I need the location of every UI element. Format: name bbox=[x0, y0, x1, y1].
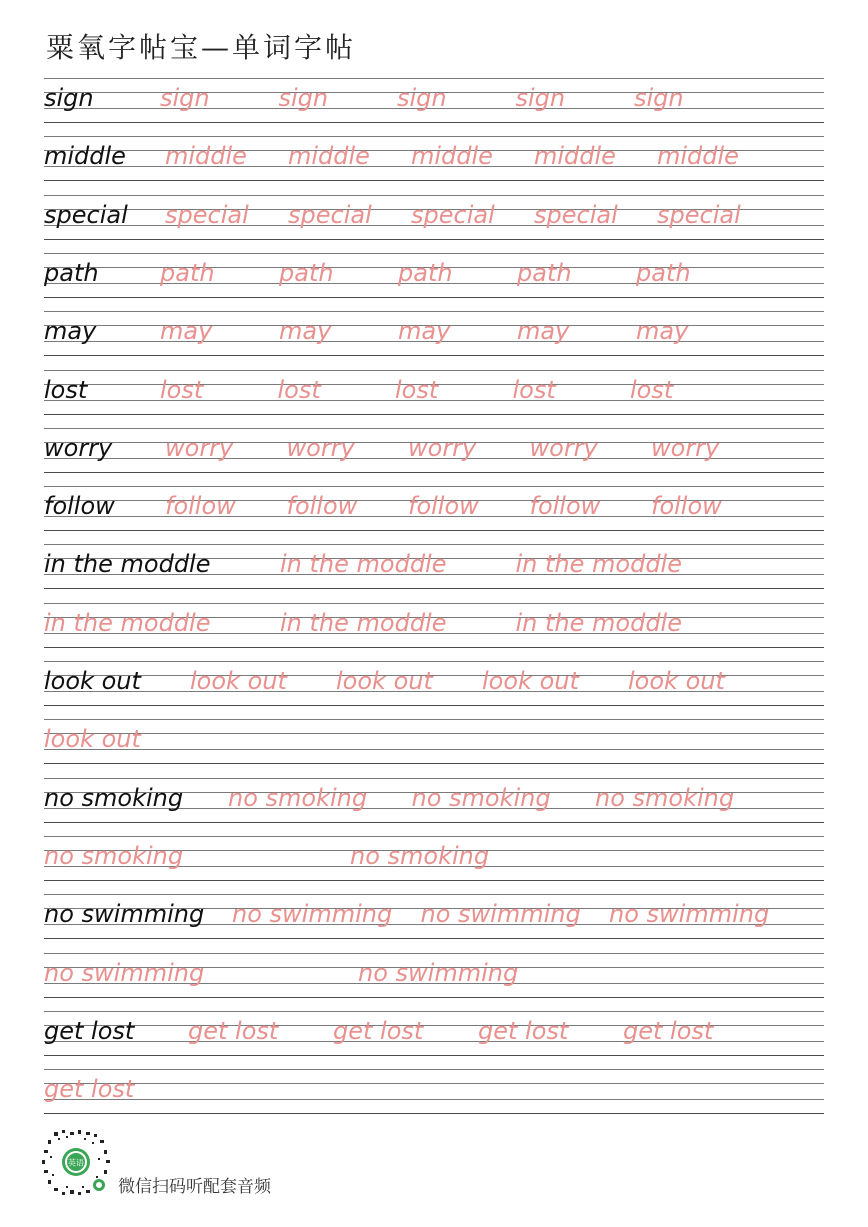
trace-word: in the moddle bbox=[515, 550, 682, 579]
trace-word: no swimming bbox=[232, 900, 393, 929]
trace-word: middle bbox=[288, 142, 370, 171]
guide-line bbox=[44, 894, 824, 895]
guide-line bbox=[44, 239, 824, 240]
trace-word: worry bbox=[165, 433, 234, 462]
trace-word: path bbox=[398, 258, 453, 287]
trace-word: lost bbox=[395, 375, 439, 404]
guide-line bbox=[44, 647, 824, 648]
model-word: follow bbox=[44, 492, 115, 521]
trace-word: follow bbox=[165, 492, 236, 521]
guide-line bbox=[44, 311, 824, 312]
guide-line bbox=[44, 486, 824, 487]
trace-word: no smoking bbox=[411, 783, 551, 812]
trace-word: get lost bbox=[333, 1016, 424, 1045]
trace-word: sign bbox=[397, 84, 447, 112]
guide-line bbox=[44, 544, 824, 545]
model-word: no swimming bbox=[44, 900, 205, 929]
trace-word: look out bbox=[628, 667, 725, 695]
trace-word: look out bbox=[190, 667, 287, 695]
trace-word: may bbox=[517, 317, 570, 346]
trace-word: middle bbox=[411, 142, 493, 171]
guide-line bbox=[44, 1113, 824, 1114]
trace-word: may bbox=[636, 317, 689, 346]
trace-word: follow bbox=[408, 492, 479, 521]
guide-line bbox=[44, 297, 824, 298]
trace-word: look out bbox=[336, 667, 433, 695]
trace-word: no swimming bbox=[44, 958, 205, 987]
trace-word: in the moddle bbox=[280, 608, 447, 637]
trace-word: no swimming bbox=[420, 900, 581, 929]
trace-word: get lost bbox=[478, 1016, 569, 1045]
trace-word: special bbox=[534, 200, 618, 229]
guide-line bbox=[44, 733, 824, 734]
model-word: no smoking bbox=[44, 783, 184, 812]
guide-line bbox=[44, 705, 824, 706]
trace-word: get lost bbox=[44, 1075, 135, 1104]
model-word: get lost bbox=[44, 1016, 135, 1045]
trace-word: look out bbox=[44, 725, 141, 754]
trace-word: in the moddle bbox=[515, 608, 682, 637]
trace-word: special bbox=[411, 200, 495, 229]
guide-line bbox=[44, 136, 824, 137]
trace-word: may bbox=[398, 317, 451, 346]
guide-line bbox=[44, 122, 824, 123]
trace-word: path bbox=[160, 258, 215, 287]
trace-word: follow bbox=[286, 492, 358, 521]
guide-line bbox=[44, 938, 824, 939]
guide-line bbox=[44, 195, 824, 196]
trace-word: lost bbox=[630, 375, 674, 404]
trace-word: worry bbox=[529, 433, 598, 462]
guide-line bbox=[44, 763, 824, 764]
trace-word: get lost bbox=[623, 1016, 714, 1045]
trace-word: sign bbox=[160, 84, 210, 112]
trace-word: sign bbox=[634, 84, 684, 112]
page-title: 粟氧字帖宝—单词字帖 bbox=[46, 31, 357, 64]
model-word: path bbox=[44, 258, 99, 287]
trace-word: no smoking bbox=[350, 841, 490, 870]
trace-word: in the moddle bbox=[280, 550, 447, 579]
trace-word: lost bbox=[277, 375, 321, 404]
model-word: special bbox=[44, 200, 128, 229]
trace-word: no swimming bbox=[609, 900, 770, 929]
trace-word: no smoking bbox=[228, 783, 368, 812]
guide-line bbox=[44, 836, 824, 837]
guide-line bbox=[44, 180, 824, 181]
guide-line bbox=[44, 1083, 824, 1084]
qr-code bbox=[40, 1128, 112, 1198]
guide-line bbox=[44, 719, 824, 720]
trace-word: middle bbox=[657, 142, 739, 171]
trace-word: lost bbox=[512, 375, 556, 404]
trace-word: no smoking bbox=[44, 841, 184, 870]
model-word: middle bbox=[44, 142, 126, 171]
guide-line bbox=[44, 661, 824, 662]
guide-line bbox=[44, 370, 824, 371]
trace-word: may bbox=[279, 317, 332, 346]
guide-line bbox=[44, 1055, 824, 1056]
guide-line bbox=[44, 530, 824, 531]
trace-word: sign bbox=[515, 84, 566, 112]
trace-word: worry bbox=[408, 433, 477, 462]
trace-word: follow bbox=[529, 492, 601, 521]
trace-word: middle bbox=[165, 142, 247, 171]
trace-word: may bbox=[160, 317, 213, 346]
trace-word: special bbox=[288, 200, 372, 229]
trace-word: look out bbox=[482, 667, 579, 695]
trace-word: get lost bbox=[188, 1016, 279, 1045]
guide-line bbox=[44, 428, 824, 429]
guide-line bbox=[44, 472, 824, 473]
guide-line bbox=[44, 953, 824, 954]
trace-word: no swimming bbox=[358, 958, 519, 987]
guide-line bbox=[44, 355, 824, 356]
model-word: lost bbox=[44, 375, 88, 404]
guide-line bbox=[44, 749, 824, 750]
model-word: worry bbox=[44, 433, 113, 462]
guide-line bbox=[44, 880, 824, 881]
guide-line bbox=[44, 822, 824, 823]
trace-word: worry bbox=[286, 433, 355, 462]
trace-word: special bbox=[657, 200, 741, 229]
model-word: look out bbox=[44, 667, 141, 695]
guide-line bbox=[44, 414, 824, 415]
trace-word: lost bbox=[160, 375, 204, 404]
trace-word: middle bbox=[534, 142, 616, 171]
trace-word: path bbox=[636, 258, 691, 287]
guide-line bbox=[44, 603, 824, 604]
trace-word: no smoking bbox=[595, 783, 735, 812]
guide-line bbox=[44, 1011, 824, 1012]
trace-word: path bbox=[279, 258, 334, 287]
model-word: sign bbox=[44, 84, 94, 112]
model-word: may bbox=[44, 317, 97, 346]
trace-word: worry bbox=[651, 433, 720, 462]
guide-line bbox=[44, 1099, 824, 1100]
guide-line bbox=[44, 778, 824, 779]
guide-line bbox=[44, 253, 824, 254]
trace-word: in the moddle bbox=[44, 608, 211, 637]
guide-line bbox=[44, 1069, 824, 1070]
qr-badge-label: 英语 bbox=[68, 1158, 84, 1168]
guide-line bbox=[44, 997, 824, 998]
model-word: in the moddle bbox=[44, 550, 211, 579]
footer-caption: 微信扫码听配套音频 bbox=[118, 1177, 271, 1197]
trace-word: sign bbox=[278, 84, 329, 112]
trace-word: special bbox=[165, 200, 249, 229]
guide-line bbox=[44, 78, 824, 79]
guide-line bbox=[44, 588, 824, 589]
trace-word: follow bbox=[651, 492, 722, 521]
trace-word: path bbox=[517, 258, 572, 287]
